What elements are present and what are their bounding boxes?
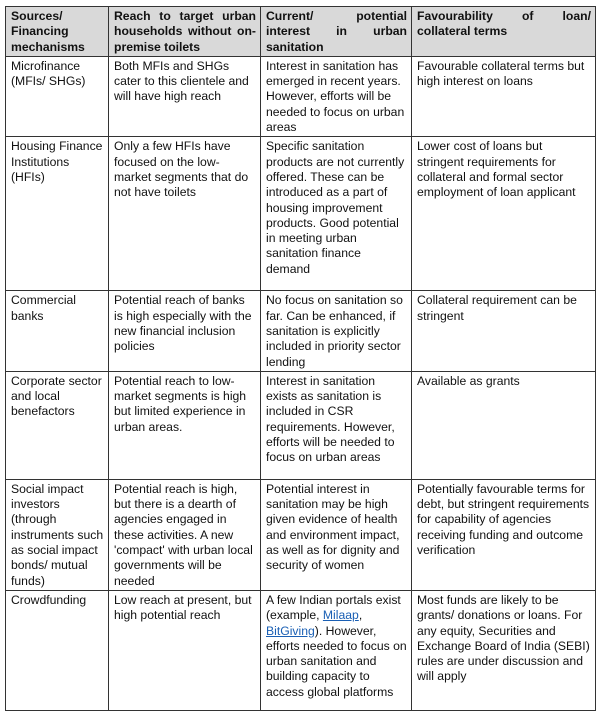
- table-header-row: [6, 7, 596, 57]
- header-sources: Sources/ Financing mechanisms: [6, 7, 109, 57]
- cell-reach: Low reach at present, but high potential reach: [109, 590, 261, 710]
- cell-terms: Favourable collateral terms but high interest on loans: [412, 56, 596, 136]
- cell-terms: Most funds are likely to be grants/ donations or loans. For any equity, Securities and Exchange Board of India (SEBI) rules are under discussion and will apply: [412, 590, 596, 710]
- cell-reach: Potential reach is high, but there is a dearth of agencies engaged in these activities. A new 'compact' with urban local governments will be needed: [109, 479, 261, 590]
- cell-source: Corporate sector and local benefactors: [6, 371, 109, 479]
- header-reach: Reach to target urban households without on-premise toilets: [109, 7, 261, 57]
- table-row: [6, 590, 596, 710]
- cell-source: Social impact investors (through instruments such as social impact bonds/ mutual funds): [6, 479, 109, 590]
- cell-interest: Specific sanitation products are not currently offered. These can be introduced as a part of housing improvement products. Good potential in meeting urban sanitation finance demand: [261, 137, 412, 291]
- cell-terms: Available as grants: [412, 371, 596, 479]
- separator-text: ,: [358, 608, 363, 623]
- cell-reach: Potential reach of banks is high especially with the new financial inclusion policies: [109, 291, 261, 371]
- bitgiving-link[interactable]: BitGiving: [266, 623, 315, 638]
- cell-source: Commercial banks: [6, 291, 109, 371]
- header-terms: Favourability of loan/ collateral terms: [412, 7, 596, 57]
- table-row: [6, 479, 596, 590]
- table-row: [6, 371, 596, 479]
- cell-interest: Potential interest in sanitation may be high given evidence of health and environment impact, as well as for dignity and security of women: [261, 479, 412, 590]
- cell-terms: Lower cost of loans but stringent requirements for collateral and formal sector employment of loan applicant: [412, 137, 596, 291]
- document-page: [5, 6, 595, 711]
- cell-terms: Potentially favourable terms for debt, but stringent requirements for capability of agencies receiving funding and outcome verification: [412, 479, 596, 590]
- cell-reach: Only a few HFIs have focused on the low-market segments that do not have toilets: [109, 137, 261, 291]
- table-row: [6, 137, 596, 291]
- interest-suffix-text: ). However, efforts needed to focus on urban sanitation and building capacity to access global platforms: [266, 623, 407, 699]
- cell-interest: No focus on sanitation so far. Can be enhanced, if sanitation is explicitly included in priority sector lending: [261, 291, 412, 371]
- cell-source: Crowdfunding: [6, 590, 109, 710]
- milaap-link[interactable]: Milaap: [322, 608, 359, 623]
- table-row: [6, 291, 596, 371]
- cell-interest: Interest in sanitation has emerged in recent years. However, efforts will be needed to focus on urban areas: [261, 56, 412, 136]
- cell-source: Microfinance (MFIs/ SHGs): [6, 56, 109, 136]
- cell-source: Housing Finance Institutions (HFIs): [6, 137, 109, 291]
- financing-comparison-table: [5, 6, 596, 711]
- interest-prefix-text: A few Indian portals exist (example,: [266, 592, 401, 623]
- cell-reach: Potential reach to low-market segments is high but limited experience in urban areas.: [109, 371, 261, 479]
- cell-terms: Collateral requirement can be stringent: [412, 291, 596, 371]
- table-row: [6, 56, 596, 136]
- header-interest: Current/ potential interest in urban sanitation: [261, 7, 412, 57]
- cell-interest: Interest in sanitation exists as sanitation is included in CSR requirements. However, efforts will be needed to focus on urban areas: [261, 371, 412, 479]
- cell-interest: [261, 590, 412, 710]
- cell-reach: Both MFIs and SHGs cater to this clientele and will have high reach: [109, 56, 261, 136]
